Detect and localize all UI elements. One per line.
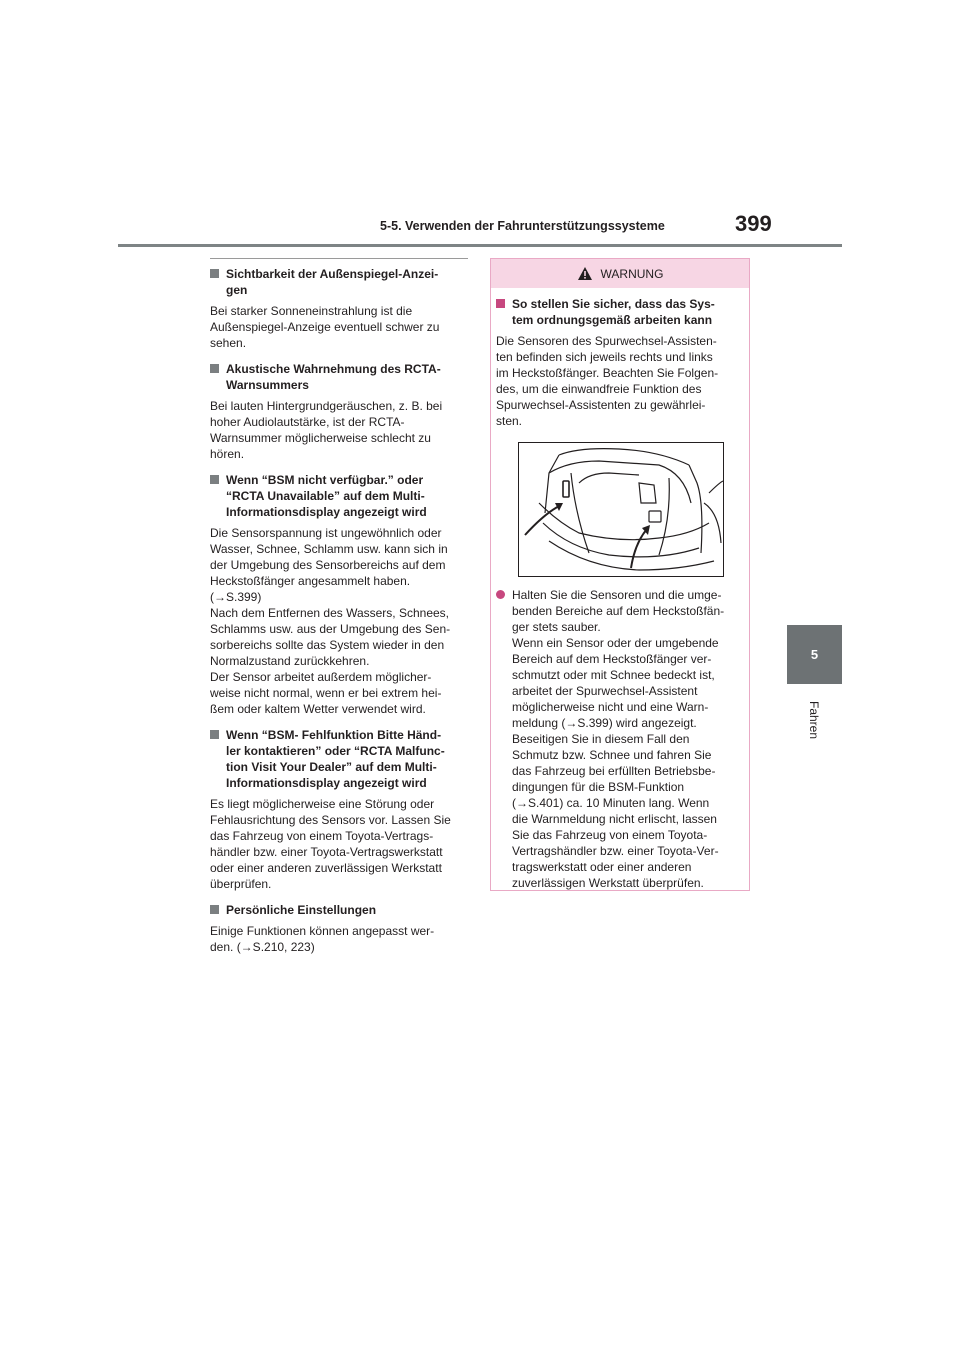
text-line: schmutzt oder mit Schnee bedeckt ist, bbox=[512, 668, 715, 682]
column-top-rule bbox=[210, 258, 468, 259]
chapter-label-text: Fahren bbox=[807, 700, 822, 740]
text-line: das Fahrzeug bei erfüllten Betriebsbe- bbox=[512, 764, 716, 778]
warning-header bbox=[491, 259, 749, 288]
text-line: möglicherweise nicht und eine Warn- bbox=[512, 700, 709, 714]
left-column bbox=[210, 258, 468, 965]
rear-bumper-drawing bbox=[519, 443, 723, 576]
section-heading bbox=[210, 902, 468, 918]
text-line: Bei lauten Hintergrundgeräuschen, z. B. bei bbox=[210, 399, 443, 413]
text-line: das Fahrzeug von einem Toyota-Vertrags- bbox=[210, 829, 434, 843]
text-line: Die Sensorspannung ist ungewöhnlich oder bbox=[210, 526, 442, 540]
square-bullet-icon bbox=[496, 299, 505, 308]
text-line: (→S.399) bbox=[210, 590, 262, 604]
text-line: Persönliche Einstellungen bbox=[226, 903, 377, 917]
text-line: Wenn “BSM- Fehlfunktion Bitte Händ- bbox=[226, 728, 442, 742]
text-line: Sie das Fahrzeug von einem Toyota- bbox=[512, 828, 708, 842]
text-line: Sichtbarkeit der Außenspiegel-Anzei- bbox=[226, 267, 439, 281]
text-line: überprüfen. bbox=[210, 877, 272, 891]
text-line: händler bzw. einer Toyota-Vertragswerkstatt bbox=[210, 845, 443, 859]
text-line: Warnsummers bbox=[226, 378, 309, 392]
text-line: Normalzustand zurückkehren. bbox=[210, 654, 370, 668]
text-line: ßem oder kaltem Wetter verwendet wird. bbox=[210, 702, 426, 716]
text-line: sorbereichs sollte das System wieder in den bbox=[210, 638, 445, 652]
text-line: ten befinden sich jeweils rechts und links bbox=[496, 350, 713, 364]
section-body bbox=[210, 398, 468, 462]
text-line: Beseitigen Sie in diesem Fall den bbox=[512, 732, 690, 746]
text-line: Wasser, Schnee, Schlamm usw. kann sich in bbox=[210, 542, 448, 556]
chapter-tab: 5 bbox=[787, 625, 842, 684]
section-heading bbox=[210, 266, 468, 298]
text-line: So stellen Sie sicher, dass das Sys- bbox=[512, 297, 715, 311]
square-bullet-icon bbox=[210, 364, 219, 373]
text-line: Außenspiegel-Anzeige eventuell schwer zu bbox=[210, 320, 440, 334]
warning-box bbox=[490, 258, 750, 891]
text-line: gen bbox=[226, 283, 248, 297]
text-line: Spurwechsel-Assistenten zu gewährlei- bbox=[496, 398, 706, 412]
text-line: benden Bereiche auf dem Heckstoßfän- bbox=[512, 604, 725, 618]
text-line: tragswerkstatt oder einer anderen bbox=[512, 860, 692, 874]
header-rule bbox=[118, 244, 842, 247]
text-line: Halten Sie die Sensoren und die umge- bbox=[512, 588, 722, 602]
text-line: Warnsummer möglicherweise schlecht zu bbox=[210, 431, 431, 445]
text-line: der Umgebung des Sensorbereichs auf dem bbox=[210, 558, 446, 572]
text-line: Einige Funktionen können angepasst wer- bbox=[210, 924, 435, 938]
text-line: arbeitet der Spurwechsel-Assistent bbox=[512, 684, 698, 698]
text-line: den. (→S.210, 223) bbox=[210, 940, 315, 954]
text-line: Der Sensor arbeitet außerdem möglicher- bbox=[210, 670, 432, 684]
square-bullet-icon bbox=[210, 269, 219, 278]
text-line: (→S.401) ca. 10 Minuten lang. Wenn bbox=[512, 796, 710, 810]
text-line: Bereich auf dem Heckstoßfänger ver- bbox=[512, 652, 712, 666]
square-bullet-icon bbox=[210, 730, 219, 739]
warning-heading bbox=[496, 296, 744, 328]
section-heading bbox=[210, 472, 468, 520]
text-line: Schmutz bzw. Schnee und fahren Sie bbox=[512, 748, 712, 762]
section-heading bbox=[210, 727, 468, 791]
text-line: Vertragshändler bzw. einer Toyota-Ver- bbox=[512, 844, 719, 858]
text-line: Wenn ein Sensor oder der umgebende bbox=[512, 636, 719, 650]
warning-body bbox=[496, 333, 744, 429]
text-line: des, um die einwandfreie Funktion des bbox=[496, 382, 702, 396]
warning-title: WARNUNG bbox=[600, 266, 664, 281]
section-body bbox=[210, 303, 468, 351]
text-line: Informationsdisplay angezeigt wird bbox=[226, 505, 427, 519]
text-line: dingungen für die BSM-Funktion bbox=[512, 780, 685, 794]
text-line: Bei starker Sonneneinstrahlung ist die bbox=[210, 304, 413, 318]
text-line: Fehlausrichtung des Sensors vor. Lassen Sie bbox=[210, 813, 451, 827]
text-line: Nach dem Entfernen des Wassers, Schnees, bbox=[210, 606, 450, 620]
text-line: ler kontaktieren” oder “RCTA Malfunc- bbox=[226, 744, 445, 758]
square-bullet-icon bbox=[210, 905, 219, 914]
rear-bumper-sensor-illustration bbox=[518, 442, 724, 577]
text-line: tion Visit Your Dealer” auf dem Multi- bbox=[226, 760, 437, 774]
page-number: 399 bbox=[735, 211, 772, 236]
warning-triangle-icon bbox=[577, 266, 593, 281]
text-line: hoher Audiolautstärke, ist der RCTA- bbox=[210, 415, 405, 429]
text-line: sten. bbox=[496, 414, 523, 428]
text-line: Es liegt möglicherweise eine Störung oder bbox=[210, 797, 435, 811]
text-line: tem ordnungsgemäß arbeiten kann bbox=[512, 313, 713, 327]
text-line: ger stets sauber. bbox=[512, 620, 601, 634]
text-line: im Heckstoßfänger. Beachten Sie Folgen- bbox=[496, 366, 719, 380]
section-heading bbox=[210, 361, 468, 393]
text-line: “RCTA Unavailable” auf dem Multi- bbox=[226, 489, 425, 503]
text-line: die Warnmeldung nicht erlischt, lassen bbox=[512, 812, 717, 826]
square-bullet-icon bbox=[210, 475, 219, 484]
text-line: Heckstoßfänger angesammelt haben. bbox=[210, 574, 411, 588]
section-title: 5-5. Verwenden der Fahrunterstützungssysteme bbox=[380, 219, 665, 233]
round-bullet-icon bbox=[496, 590, 505, 599]
chapter-label bbox=[787, 690, 842, 750]
text-line: weise nicht normal, wenn er bei extrem hei- bbox=[210, 686, 442, 700]
text-line: sehen. bbox=[210, 336, 247, 350]
text-line: Informationsdisplay angezeigt wird bbox=[226, 776, 427, 790]
text-line: Schlamms usw. aus der Umgebung des Sen- bbox=[210, 622, 451, 636]
text-line: oder einer anderen zuverlässigen Werkstatt bbox=[210, 861, 442, 875]
text-line: meldung (→S.399) wird angezeigt. bbox=[512, 716, 697, 730]
text-line: zuverlässigen Werkstatt überprüfen. bbox=[512, 876, 704, 890]
text-line: Akustische Wahrnehmung des RCTA- bbox=[226, 362, 441, 376]
text-line: Die Sensoren des Spurwechsel-Assisten- bbox=[496, 334, 717, 348]
section-body bbox=[210, 796, 468, 892]
text-line: hören. bbox=[210, 447, 245, 461]
warning-bullet bbox=[496, 587, 744, 891]
section-body bbox=[210, 525, 468, 717]
section-body bbox=[210, 923, 468, 955]
text-line: Wenn “BSM nicht verfügbar.” oder bbox=[226, 473, 424, 487]
